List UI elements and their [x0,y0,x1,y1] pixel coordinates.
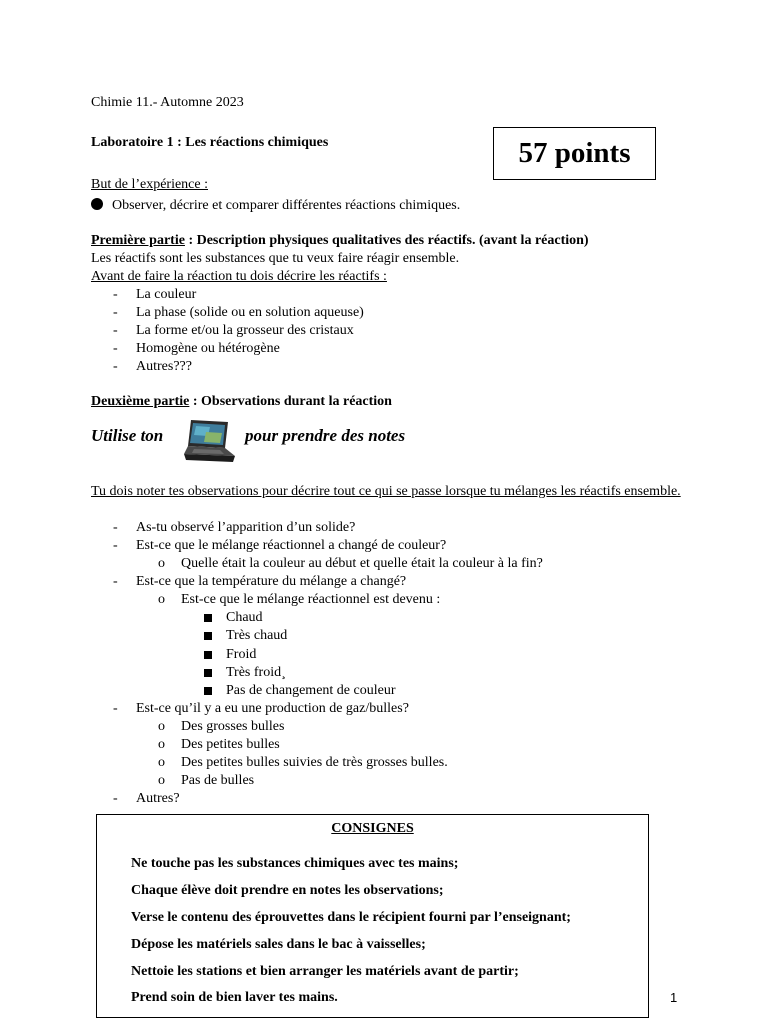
list-item [91,754,691,772]
list-item [91,627,691,645]
question-text: Quelle était la couleur au début et quelle était la couleur à la fin? [181,556,543,571]
list-item [91,555,691,573]
dash-mark: - [113,287,118,302]
questions-list [91,519,691,808]
rule-item: Ne touche pas les substances chimiques avec tes mains; [131,856,459,871]
list-item [91,591,691,609]
option-text: Chaud [226,610,263,625]
question-text: Est-ce que la température du mélange a changé? [136,574,407,589]
part1-heading [91,232,589,250]
points-box: 57 points [493,127,656,180]
option-text: Pas de changement de couleur [226,683,396,699]
list-item [91,700,691,718]
rule-item: Chaque élève doit prendre en notes les observations; [131,883,444,898]
course-title: Chimie 11.- Automne 2023 [91,95,244,110]
goal-text: Observer, décrire et comparer différentes réactions chimiques. [112,198,461,213]
goal-item [91,197,460,215]
part2-instruction: Tu dois noter tes observations pour décrire tout ce qui se passe lorsque tu mélanges les réactifs ensemble. [91,484,681,499]
question-text: Est-ce que le mélange réactionnel a changé de couleur? [136,538,447,553]
list-item [91,519,691,537]
dash-mark: - [113,359,118,374]
option-text: Des petites bulles suivies de très grosses bulles. [181,755,448,771]
goal-label: But de l’expérience : [91,177,209,192]
square-bullet-icon [204,651,212,659]
square-bullet-icon [204,614,212,622]
list-item [91,358,364,376]
lab-title: Laboratoire 1 : Les réactions chimiques [91,135,329,150]
dash-mark: - [113,701,118,717]
dash-mark: - [113,791,118,807]
laptop-icon [182,418,236,464]
list-item-text: La couleur [136,287,197,302]
circle-mark: o [158,592,165,607]
dash-mark: - [113,538,118,553]
option-text: Pas de bulles [181,773,255,789]
page-number: 1 [670,990,678,1005]
part2-heading [91,393,392,411]
list-item-text: Autres??? [136,359,192,374]
rule-item: Prend soin de bien laver tes mains. [131,990,338,1005]
notes-left-text: Utilise ton [91,426,164,445]
list-item [91,304,364,322]
option-text: Très chaud [226,628,288,644]
dash-mark: - [113,323,118,338]
question-text: As-tu observé l’apparition d’un solide? [136,520,356,535]
dash-mark: - [113,574,118,589]
dash-mark: - [113,341,118,356]
list-item [91,646,691,664]
question-text: Est-ce qu’il y a eu une production de gaz/bulles? [136,701,409,717]
square-bullet-icon [204,687,212,695]
rules-title: CONSIGNES [331,821,414,836]
rules-box [96,814,649,1018]
list-item [91,772,691,790]
dash-mark: - [113,520,118,535]
list-item-text: La forme et/ou la grosseur des cristaux [136,323,354,338]
list-item [91,340,364,358]
rule-item: Nettoie les stations et bien arranger les matériels avant de partir; [131,964,519,979]
notes-right-text: pour prendre des notes [245,426,406,445]
option-text: Très froid¸ [226,664,286,680]
square-bullet-icon [204,632,212,640]
part2-heading-rest: : Observations durant la réaction [189,394,392,409]
part1-heading-underlined: Première partie [91,233,185,248]
list-item [91,664,691,682]
list-item-text: La phase (solide ou en solution aqueuse) [136,305,364,320]
option-text: Froid [226,646,257,662]
option-text: Des petites bulles [181,737,280,753]
dash-mark: - [113,305,118,320]
question-text: Autres? [136,791,180,807]
circle-mark: o [158,755,165,771]
list-item [91,736,691,754]
circle-mark: o [158,719,165,735]
circle-mark: o [158,737,165,753]
list-item [91,286,364,304]
part2-heading-underlined: Deuxième partie [91,394,190,409]
part1-list [91,286,364,376]
list-item [91,718,691,736]
list-item [91,573,691,591]
list-item [91,322,364,340]
square-bullet-icon [204,669,212,677]
bullet-dot-icon [91,198,103,210]
part1-intro: Les réactifs sont les substances que tu veux faire réagir ensemble. [91,251,460,266]
list-item [91,609,691,627]
option-text: Des grosses bulles [181,719,285,735]
circle-mark: o [158,773,165,789]
list-item-text: Homogène ou hétérogène [136,341,280,356]
part1-heading-rest: : Description physiques qualitatives des réactifs. (avant la réaction) [184,233,589,248]
rule-item: Dépose les matériels sales dans le bac à vaisselles; [131,937,426,952]
rule-item: Verse le contenu des éprouvettes dans le récipient fourni par l’enseignant; [131,910,571,925]
list-item [91,790,691,808]
list-item [91,537,691,555]
question-text: Est-ce que le mélange réactionnel est devenu : [181,592,441,607]
circle-mark: o [158,556,165,571]
part1-instruction: Avant de faire la réaction tu dois décrire les réactifs : [91,269,387,284]
list-item [91,682,691,700]
